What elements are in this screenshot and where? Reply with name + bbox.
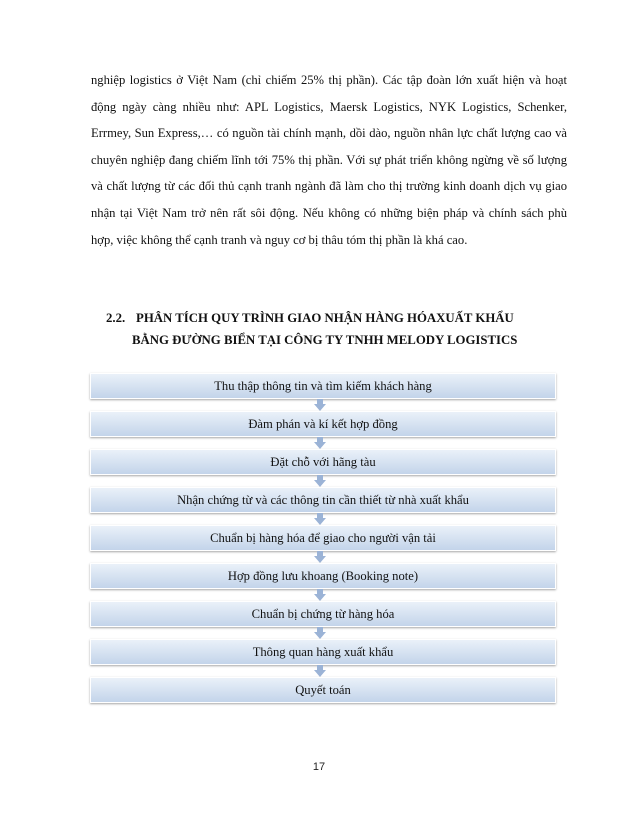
down-arrow-icon [314,551,326,563]
down-arrow-icon [314,665,326,677]
flow-step: Nhận chứng từ và các thông tin cần thiết từ nhà xuất khẩu [90,487,556,513]
section-title-line2: BẰNG ĐƯỜNG BIỂN TẠI CÔNG TY TNHH MELODY LOGISTICS [132,333,518,347]
flow-step: Chuẩn bị hàng hóa để giao cho người vận tải [90,525,556,551]
flow-step: Đặt chỗ với hãng tàu [90,449,556,475]
flow-step: Hợp đồng lưu khoang (Booking note) [90,563,556,589]
flow-step: Thông quan hàng xuất khẩu [90,639,556,665]
page-number: 17 [312,761,326,773]
flow-step: Quyết toán [90,677,556,703]
flow-step: Thu thập thông tin và tìm kiếm khách hàng [90,373,556,399]
section-number: 2.2. [106,311,126,325]
down-arrow-icon [314,627,326,639]
down-arrow-icon [314,399,326,411]
section-title-line1: PHÂN TÍCH QUY TRÌNH GIAO NHẬN HÀNG HÓAXUẤT KHẨU [136,311,514,325]
flow-step: Đàm phán và kí kết hợp đồng [90,411,556,437]
body-paragraph: nghiệp logistics ở Việt Nam (chỉ chiếm 25% thị phần). Các tập đoàn lớn xuất hiện và hoạt động ngày càng nhiều như: APL Logistics, Maersk Logistics, NYK Logistics, Schenker, Errmey, Sun Express,… có nguồn tài chính mạnh, dồi dào, nguồn nhân lực chất lượng cao và chuyên nghiệp đang chiếm lĩnh tới 75% thị phần. Với sự phát triển không ngừng về số lượng và chất lượng từ các đối thủ cạnh tranh ngành đã làm cho thị trường kinh doanh dịch vụ giao nhận tại Việt Nam trở nên rất sôi động. Nếu không có những biện pháp và chính sách phù hợp, việc không thể cạnh tranh và nguy cơ bị thâu tóm thị phần là khá cao. [91,73,567,247]
down-arrow-icon [314,589,326,601]
down-arrow-icon [314,437,326,449]
flow-step: Chuẩn bị chứng từ hàng hóa [90,601,556,627]
down-arrow-icon [314,513,326,525]
down-arrow-icon [314,475,326,487]
